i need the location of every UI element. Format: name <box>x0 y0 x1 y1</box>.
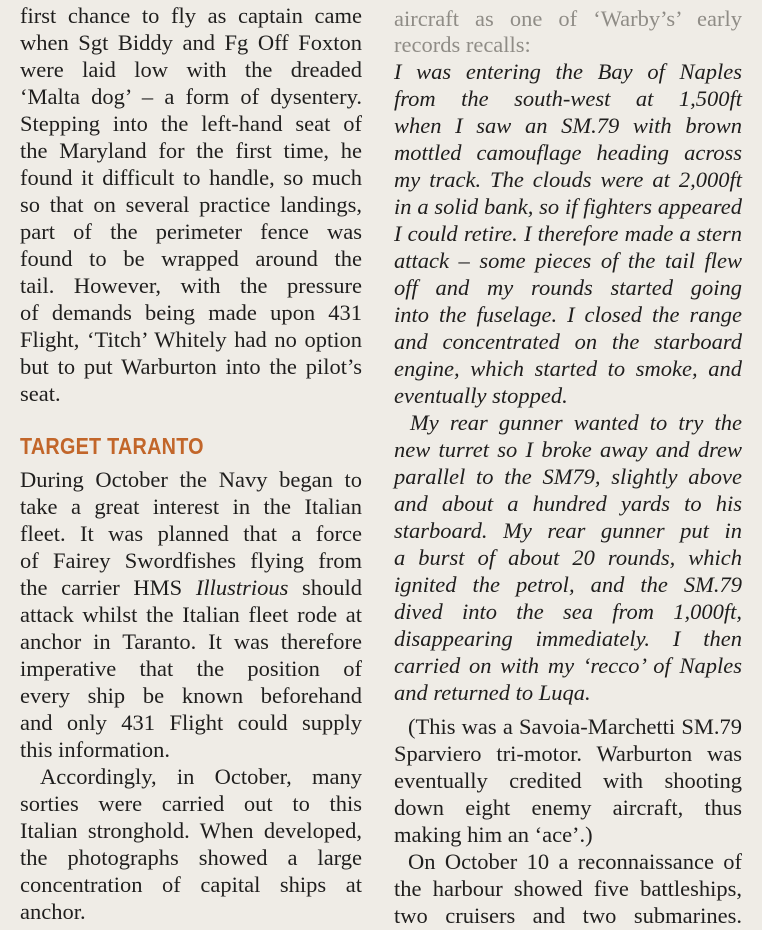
quote-line: when I saw an SM.79 with brown <box>394 113 742 138</box>
quote-line: My rear gunner wanted to try the <box>410 410 742 435</box>
left-column <box>20 0 362 930</box>
quote-line: and about a hundred yards to his <box>394 491 742 516</box>
body-line: when Sgt Biddy and Fg Off Foxton <box>20 30 362 55</box>
body-line: tail. However, with the pressure <box>20 273 362 298</box>
text-run: should <box>288 575 362 600</box>
body-line: found it difficult to handle, so much <box>20 165 362 190</box>
body-line: eventually credited with shooting <box>394 768 742 793</box>
quote-line: off and my rounds started going <box>394 275 742 300</box>
body-line: were laid low with the dreaded <box>20 57 362 82</box>
quote-line: I was entering the Bay of Naples <box>394 59 742 84</box>
quote-line: starboard. My rear gunner put in <box>394 518 742 543</box>
body-line: (This was a Savoia-Marchetti SM.79 <box>408 714 742 739</box>
body-line: Italian stronghold. When developed, <box>20 818 362 843</box>
quote-line: a burst of about 20 rounds, which <box>394 545 742 570</box>
quote-line: parallel to the SM79, slightly above <box>394 464 742 489</box>
quote-line: mottled camouflage heading across <box>394 140 742 165</box>
body-line: sorties were carried out to this <box>20 791 362 816</box>
body-line: anchor in Taranto. It was therefore <box>20 629 362 654</box>
body-line: Stepping into the left-hand seat of <box>20 111 362 136</box>
section-heading: TARGET TARANTO <box>20 433 204 459</box>
body-line: the photographs showed a large <box>20 845 362 870</box>
body-line: down eight enemy aircraft, thus <box>394 795 742 820</box>
body-line: imperative that the position of <box>20 656 362 681</box>
body-line: Accordingly, in October, many <box>40 764 362 789</box>
body-line: of demands being made upon 431 <box>20 300 362 325</box>
body-line: seat. <box>20 381 61 406</box>
quote-line: eventually stopped. <box>394 383 568 408</box>
ship-name: Illustrious <box>195 575 289 600</box>
body-line: but to put Warburton into the pilot’s <box>20 354 362 379</box>
quote-line: I could retire. I therefore made a stern <box>394 221 742 246</box>
quote-line: from the south-west at 1,500ft <box>394 86 742 111</box>
body-line: attack whilst the Italian fleet rode at <box>20 602 362 627</box>
body-line: On October 10 a reconnaissance of <box>408 849 742 874</box>
body-line: Sparviero tri-motor. Warburton was <box>394 741 742 766</box>
body-line: fleet. It was planned that a force <box>20 521 362 546</box>
body-line: so that on several practice landings, <box>20 192 362 217</box>
body-line: first chance to fly as captain came <box>20 3 362 28</box>
body-line: and only 431 Flight could supply <box>20 710 362 735</box>
body-line: take a great interest in the Italian <box>20 494 362 519</box>
quote-line: in a solid bank, so if fighters appeared <box>394 194 742 219</box>
quote-line: into the fuselage. I closed the range <box>394 302 742 327</box>
body-line: Flight, ‘Titch’ Whitely had no option <box>20 327 362 352</box>
body-line: two cruisers and two submarines. <box>394 903 742 928</box>
body-line: part of the perimeter fence was <box>20 219 362 244</box>
body-line: ‘Malta dog’ – a form of dysentery. <box>20 84 362 109</box>
body-line: concentration of capital ships at <box>20 872 362 897</box>
quote-line: and returned to Luqa. <box>394 680 591 705</box>
quote-line: ignited the petrol, and the SM.79 <box>394 572 742 597</box>
quote-line: dived into the sea from 1,000ft, <box>394 599 742 624</box>
text-run: the carrier HMS <box>20 575 196 600</box>
body-line: During October the Navy began to <box>20 467 362 492</box>
body-line: the Maryland for the first time, he <box>20 138 362 163</box>
quote-line: disappearing immediately. I then <box>394 626 742 651</box>
quote-line: carried on with my ‘recco’ of Naples <box>394 653 742 678</box>
quote-line: and concentrated on the starboard <box>394 329 742 354</box>
quote-line: my track. The clouds were at 2,000ft <box>394 167 742 192</box>
body-line <box>20 575 362 601</box>
body-line: records recalls: <box>394 32 531 57</box>
body-line: anchor. <box>20 899 86 924</box>
right-column <box>394 0 742 930</box>
body-line: the harbour showed five battleships, <box>394 876 742 901</box>
quote-line: engine, which started to smoke, and <box>394 356 742 381</box>
body-line: making him an ‘ace’.) <box>394 822 593 847</box>
quote-line: attack – some pieces of the tail flew <box>394 248 742 273</box>
body-line: this information. <box>20 737 170 762</box>
quote-line: new turret so I broke away and drew <box>394 437 742 462</box>
body-line: every ship be known beforehand <box>20 683 362 708</box>
body-line: aircraft as one of ‘Warby’s’ early <box>394 6 742 31</box>
body-line: found to be wrapped around the <box>20 246 362 271</box>
body-line: of Fairey Swordfishes flying from <box>20 548 362 573</box>
